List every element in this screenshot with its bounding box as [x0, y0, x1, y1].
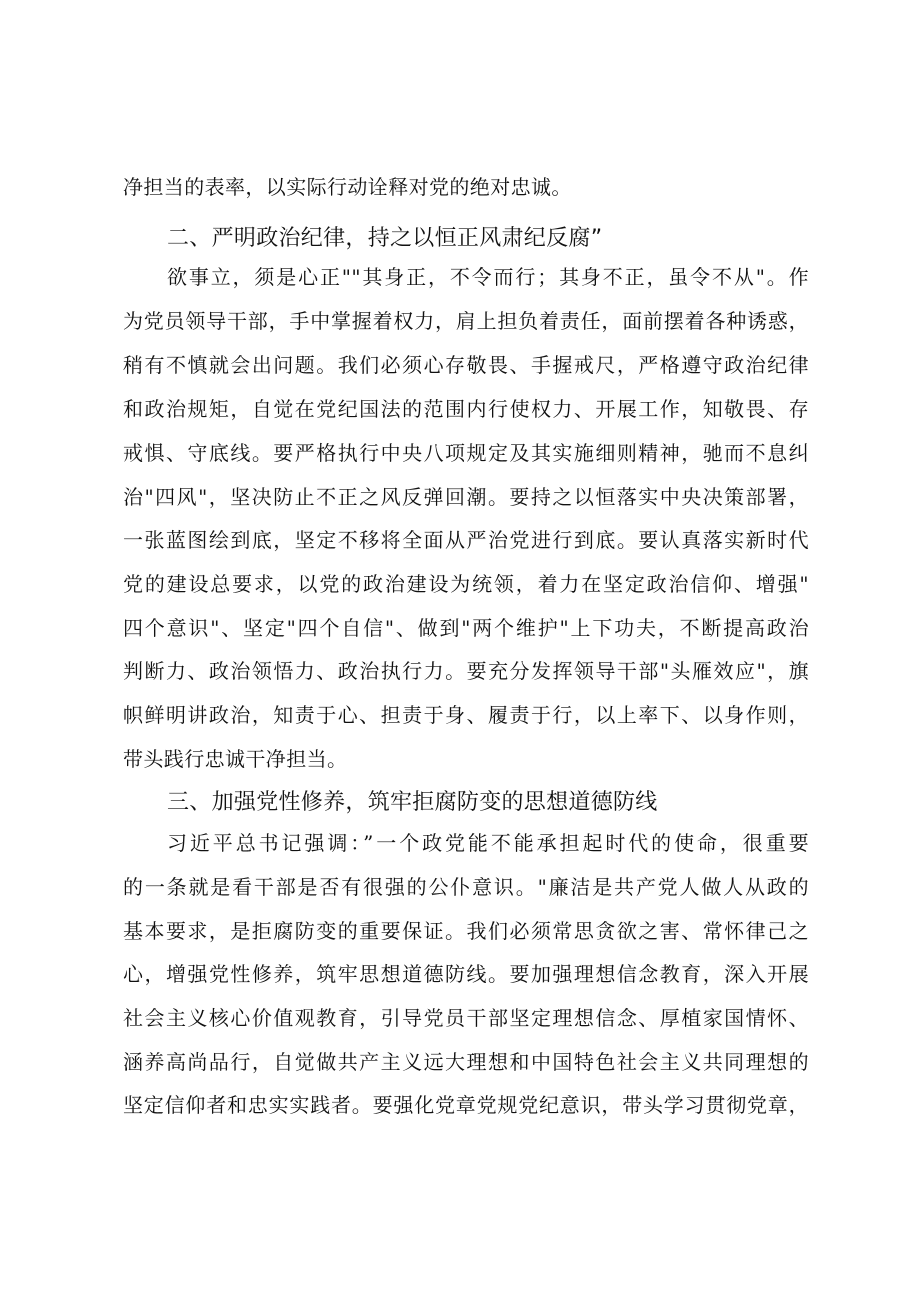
- section-2-line-2: 为党员领导干部，手中掌握着权力，肩上担负着责任，面前摆着各种诱惑，: [123, 309, 809, 333]
- section-2-line-8: 党的建设总要求，以党的政治建设为统领，着力在坚定政治信仰、增强": [123, 572, 809, 596]
- section-2-line-3: 稍有不慎就会出问题。我们必须心存敬畏、手握戒尺，严格遵守政治纪律: [123, 353, 809, 377]
- intro-tail-line: 净担当的表率，以实际行动诠释对党的绝对忠诚。: [123, 175, 572, 199]
- section-3-line-1: 习近平总书记强调：”一个政党能不能承担起时代的使命，很重要: [167, 831, 809, 855]
- section-2-line-6: 治"四风"，坚决防止不正之风反弹回潮。要持之以恒落实中央决策部署，: [123, 485, 809, 509]
- section-2-line-11: 帜鲜明讲政治，知责于心、担责于身、履责于行，以上率下、以身作则，: [123, 703, 809, 727]
- section-3-line-4: 心，增强党性修养，筑牢思想道德防线。要加强理想信念教育，深入开展: [123, 962, 809, 986]
- section-2-line-12: 带头践行忠诚干净担当。: [123, 747, 348, 771]
- section-2-line-5: 戒惧、守底线。要严格执行中央八项规定及其实施细则精神，驰而不息纠: [123, 441, 809, 465]
- section-3-line-6: 涵养高尚品行，自觉做共产主义远大理想和中国特色社会主义共同理想的: [123, 1050, 809, 1074]
- section-2-line-4: 和政治规矩，自觉在党纪国法的范围内行使权力、开展工作，知敬畏、存: [123, 397, 809, 421]
- section-2-heading: 二、严明政治纪律，持之以恒正风肃纪反腐”: [167, 226, 603, 251]
- section-3-heading: 三、加强党性修养，筑牢拒腐防变的思想道德防线: [167, 790, 658, 815]
- section-2-line-7: 一张蓝图绘到底，坚定不移将全面从严治党进行到底。要认真落实新时代: [123, 528, 809, 552]
- section-3-line-5: 社会主义核心价值观教育，引导党员干部坚定理想信念、厚植家国情怀、: [123, 1006, 809, 1030]
- section-2-line-1: 欲事立，须是心正""其身正，不令而行；其身不正，虽令不从"。作: [167, 265, 809, 289]
- section-2-line-10: 判断力、政治领悟力、政治执行力。要充分发挥领导干部"头雁效应"，旗: [123, 659, 809, 683]
- section-3-line-2: 的一条就是看干部是否有很强的公仆意识。"廉洁是共产党人做人从政的: [123, 875, 809, 899]
- section-2-line-9: 四个意识"、坚定"四个自信"、做到"两个维护"上下功夫，不断提高政治: [123, 616, 809, 640]
- section-3-line-3: 基本要求，是拒腐防变的重要保证。我们必须常思贪欲之害、常怀律己之: [123, 919, 809, 943]
- section-3-line-7: 坚定信仰者和忠实实践者。要强化党章党规党纪意识，带头学习贯彻党章，: [123, 1093, 809, 1117]
